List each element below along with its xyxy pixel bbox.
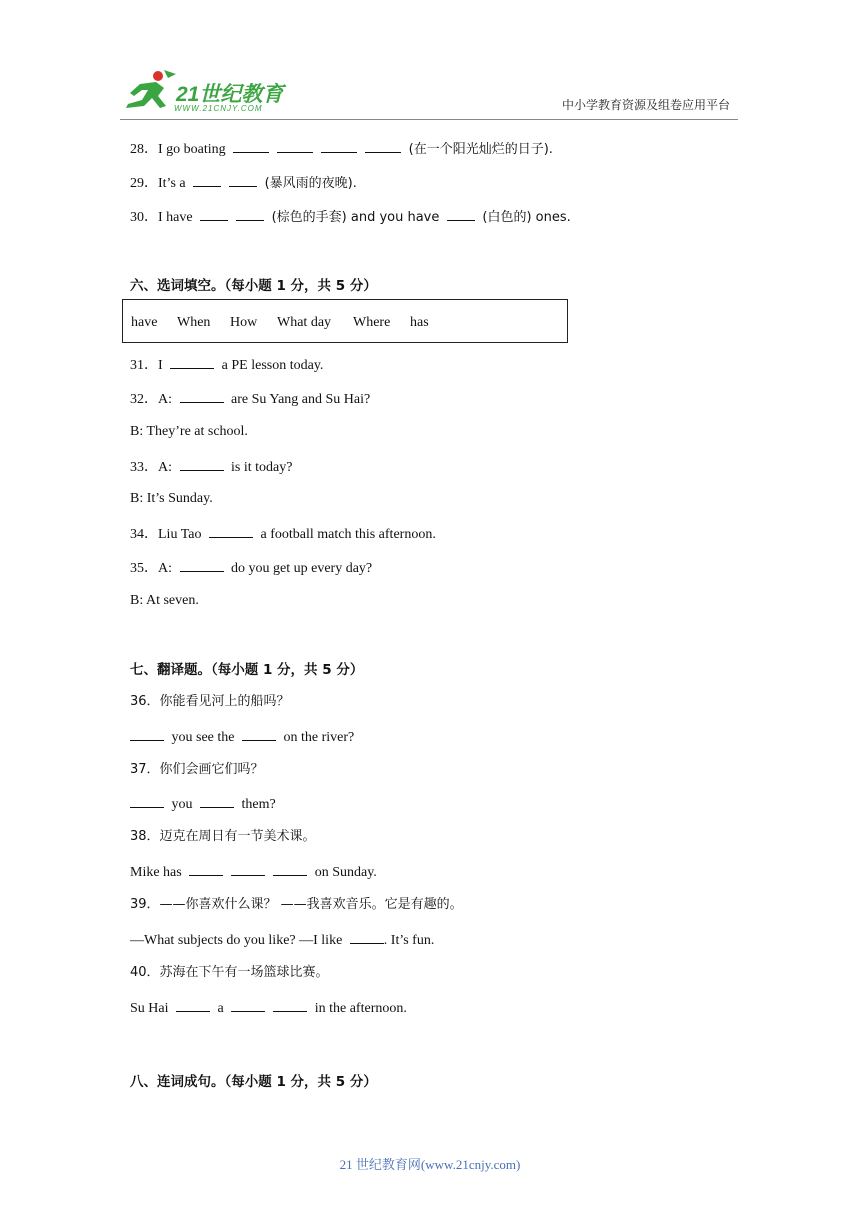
word-bank-item: has <box>410 315 429 330</box>
answer-blank[interactable] <box>180 558 224 572</box>
question-text: Su Hai <box>130 1001 169 1016</box>
answer-blank[interactable] <box>236 207 264 221</box>
answer-blank[interactable] <box>200 794 234 808</box>
question-29 <box>130 173 357 193</box>
question-number: 30． <box>130 210 158 225</box>
question-text: I have <box>158 210 193 225</box>
question-text: are Su Yang and Su Hai? <box>231 392 371 407</box>
question-number: 34． <box>130 527 158 542</box>
section-7-title: 七、翻译题。（每小题 1 分，共 5 分） <box>130 662 364 678</box>
answer-blank[interactable] <box>189 862 223 876</box>
answer-blank[interactable] <box>350 930 384 944</box>
question-text: is it today? <box>231 460 293 475</box>
question-number: 38． <box>130 829 160 844</box>
question-chinese: 你们会画它们吗？ <box>159 762 264 777</box>
question-text: I go boating <box>158 142 226 157</box>
word-bank-box <box>122 299 568 343</box>
question-text: a PE lesson today. <box>221 358 324 373</box>
question-32-answer: B: They’re at school. <box>130 424 248 439</box>
answer-blank[interactable] <box>321 139 357 153</box>
answer-blank[interactable] <box>130 727 164 741</box>
question-36-english <box>130 727 354 747</box>
answer-blank[interactable] <box>176 998 210 1012</box>
question-number: 40． <box>130 965 160 980</box>
question-hint: (在一个阳光灿烂的日子). <box>408 142 553 157</box>
answer-blank[interactable] <box>273 862 307 876</box>
question-text: A: <box>158 392 172 407</box>
question-39-english <box>130 930 434 950</box>
question-number: 36． <box>130 694 160 709</box>
question-text: do you get up every day? <box>231 561 373 576</box>
question-35 <box>130 558 372 578</box>
question-text: a <box>217 1001 224 1016</box>
answer-blank[interactable] <box>365 139 401 153</box>
question-text: on the river? <box>283 730 355 745</box>
question-32 <box>130 389 370 409</box>
page-footer[interactable]: 21 世纪教育网(www.21cnjy.com) <box>339 1157 521 1172</box>
answer-blank[interactable] <box>231 862 265 876</box>
answer-blank[interactable] <box>242 727 276 741</box>
answer-blank[interactable] <box>277 139 313 153</box>
question-text: Liu Tao <box>158 527 202 542</box>
question-number: 33． <box>130 460 158 475</box>
question-text: on Sunday. <box>314 865 377 880</box>
question-chinese: 你能看见河上的船吗？ <box>159 694 290 709</box>
question-30 <box>130 207 571 227</box>
answer-blank[interactable] <box>193 173 221 187</box>
header-platform-text: 中小学教育资源及组卷应用平台 <box>561 98 730 112</box>
question-40-english <box>130 998 407 1018</box>
question-38-english <box>130 862 377 882</box>
question-number: 29． <box>130 176 158 191</box>
answer-blank[interactable] <box>209 524 253 538</box>
question-39 <box>130 896 463 914</box>
question-chinese: ——你喜欢什么课？ ——我喜欢音乐。它是有趣的。 <box>159 897 463 912</box>
word-bank-item: When <box>177 315 211 330</box>
question-40 <box>130 964 329 982</box>
question-36 <box>130 693 290 711</box>
question-text: A: <box>158 460 172 475</box>
logo-url: WWW.21CNJY.COM <box>174 104 263 113</box>
question-33 <box>130 457 292 477</box>
header-divider <box>120 119 738 120</box>
question-text: a football match this afternoon. <box>260 527 436 542</box>
question-number: 39． <box>130 897 160 912</box>
word-bank-item: What day <box>277 315 332 330</box>
question-hint: (棕色的手套) and you have <box>271 210 440 225</box>
question-number: 37． <box>130 762 160 777</box>
question-text: . It’s fun. <box>383 933 435 948</box>
question-text: Mike has <box>130 865 182 880</box>
question-28 <box>130 139 553 159</box>
answer-blank[interactable] <box>233 139 269 153</box>
answer-blank[interactable] <box>180 457 224 471</box>
question-chinese: 迈克在周日有一节美术课。 <box>159 829 316 844</box>
answer-blank[interactable] <box>180 389 224 403</box>
question-text: in the afternoon. <box>314 1001 407 1016</box>
answer-blank[interactable] <box>170 355 214 369</box>
answer-blank[interactable] <box>447 207 475 221</box>
question-number: 28． <box>130 142 158 157</box>
question-37 <box>130 761 264 779</box>
question-38 <box>130 828 316 846</box>
word-bank-item: Where <box>353 315 391 330</box>
question-33-answer: B: It’s Sunday. <box>130 491 213 506</box>
question-text: them? <box>241 797 276 812</box>
question-text: A: <box>158 561 172 576</box>
page-header <box>0 0 860 120</box>
question-37-english <box>130 794 276 814</box>
question-text: you see the <box>171 730 235 745</box>
question-chinese: 苏海在下午有一场篮球比赛。 <box>159 965 329 980</box>
question-hint: (白色的) ones. <box>482 210 571 225</box>
question-31 <box>130 355 323 375</box>
answer-blank[interactable] <box>200 207 228 221</box>
runner-logo-icon <box>120 66 180 116</box>
answer-blank[interactable] <box>273 998 307 1012</box>
question-text: —What subjects do you like? —I like <box>130 933 343 948</box>
logo-text: 21世纪教育 <box>176 83 284 106</box>
section-6-title: 六、选词填空。（每小题 1 分，共 5 分） <box>130 278 377 294</box>
question-number: 31． <box>130 358 158 373</box>
question-34 <box>130 524 436 544</box>
question-number: 35． <box>130 561 158 576</box>
question-35-answer: B: At seven. <box>130 593 199 608</box>
section-8-title: 八、连词成句。（每小题 1 分，共 5 分） <box>130 1074 377 1090</box>
answer-blank[interactable] <box>229 173 257 187</box>
word-bank-item: How <box>230 315 258 330</box>
question-text: I <box>158 358 163 373</box>
question-text: you <box>171 797 193 812</box>
question-text: It’s a <box>158 176 186 191</box>
answer-blank[interactable] <box>130 794 164 808</box>
question-hint: (暴风雨的夜晚). <box>264 176 357 191</box>
answer-blank[interactable] <box>231 998 265 1012</box>
question-number: 32． <box>130 392 158 407</box>
word-bank-item: have <box>131 315 158 330</box>
site-logo <box>120 66 295 116</box>
